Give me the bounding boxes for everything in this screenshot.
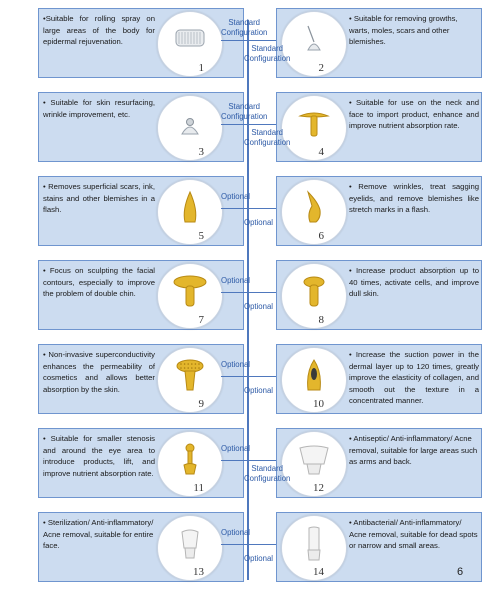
accessory-description: • Remove wrinkles, treat sagging eyelids, and remove blemishes like stretch marks in a flash.	[349, 182, 479, 215]
accessory-image	[281, 263, 347, 329]
label-line-1: Optional	[221, 444, 251, 453]
optional-label	[244, 302, 273, 312]
optional-label	[244, 554, 273, 564]
accessory-description: • Suitable for smaller stenosis and around the eye area to introduce products, lift, and improve nutrient absorption rate.	[43, 434, 155, 478]
accessory-number: 11	[193, 482, 204, 494]
accessory-image	[157, 347, 223, 413]
label-line-1: Standard	[228, 102, 261, 111]
standard-configuration-label	[221, 18, 267, 38]
accessory-card	[38, 8, 244, 78]
accessory-card	[38, 92, 244, 162]
accessory-image	[281, 179, 347, 245]
accessory-image	[157, 179, 223, 245]
label-line-2: Configuration	[221, 112, 268, 121]
label-line-1: Optional	[244, 218, 274, 227]
accessory-description: • Antiseptic/ Anti-inflammatory/ Acne removal, suitable for large areas such as arms and back.	[349, 434, 478, 467]
label-line-1: Standard	[251, 464, 284, 473]
accessory-number: 1	[198, 62, 204, 74]
accessory-description: • Sterilization/ Anti-inflammatory/ Acne removal, suitable for entire face.	[43, 518, 154, 551]
accessory-image	[157, 263, 223, 329]
accessory-card	[38, 260, 244, 330]
accessory-card	[38, 176, 244, 246]
accessory-description: • Focus on sculpting the facial contours, especially to improve the problem of double chin.	[43, 266, 155, 299]
accessory-description: • Suitable for removing growths, warts, moles, scars and other blemishes.	[349, 14, 458, 47]
connector-right	[248, 376, 276, 377]
accessory-card	[276, 344, 482, 414]
connector-right	[248, 124, 276, 125]
accessory-image	[281, 347, 347, 413]
standard-configuration-label	[244, 464, 290, 484]
connector-right	[248, 544, 276, 545]
label-line-1: Standard	[251, 44, 284, 53]
optional-label	[221, 360, 250, 370]
accessory-number: 4	[318, 146, 324, 158]
accessory-number: 6	[318, 230, 324, 242]
connector-left	[221, 544, 248, 545]
accessory-number: 9	[198, 398, 204, 410]
optional-label	[244, 218, 273, 228]
accessory-number: 7	[198, 314, 204, 326]
label-line-1: Standard	[228, 18, 261, 27]
optional-label	[221, 444, 250, 454]
optional-label	[221, 192, 250, 202]
label-line-1: Optional	[244, 554, 274, 563]
label-line-1: Optional	[221, 276, 251, 285]
accessory-description: • Suitable for use on the neck and face to import product, enhance and improve nutrient absorption rate.	[349, 98, 479, 131]
accessory-card	[276, 428, 482, 498]
connector-left	[221, 40, 248, 41]
accessory-image	[281, 95, 347, 161]
accessory-description: • Suitable for skin resurfacing, wrinkle improvement, etc.	[43, 98, 155, 119]
accessory-card	[276, 176, 482, 246]
accessory-card	[38, 512, 244, 582]
accessory-description: • Removes superficial scars, ink, stains and other blemishes in a flash.	[43, 182, 155, 215]
accessory-number: 3	[198, 146, 204, 158]
accessory-description: • Increase product absorption up to 40 times, activate cells, and improve dull skin.	[349, 266, 479, 299]
accessory-card	[276, 8, 482, 78]
label-line-1: Optional	[244, 302, 274, 311]
accessory-number: 8	[318, 314, 324, 326]
label-line-2: Configuration	[244, 474, 291, 483]
label-line-2: Configuration	[221, 28, 268, 37]
accessory-card	[276, 260, 482, 330]
accessory-number: 5	[198, 230, 204, 242]
standard-configuration-label	[244, 128, 290, 148]
accessory-image	[157, 431, 223, 497]
connector-left	[221, 460, 248, 461]
accessory-card	[276, 512, 482, 582]
label-line-2: Configuration	[244, 54, 291, 63]
accessory-number: 13	[193, 566, 204, 578]
connector-left	[221, 292, 248, 293]
optional-label	[221, 276, 250, 286]
accessory-card	[276, 92, 482, 162]
accessory-image	[157, 11, 223, 77]
accessory-image	[281, 11, 347, 77]
connector-left	[221, 376, 248, 377]
accessory-number: 14	[313, 566, 324, 578]
accessory-card	[38, 428, 244, 498]
connector-left	[221, 208, 248, 209]
label-line-1: Optional	[221, 192, 251, 201]
connector-right	[248, 208, 276, 209]
label-line-2: Configuration	[244, 138, 291, 147]
standard-configuration-label	[244, 44, 290, 64]
accessory-number: 12	[313, 482, 324, 494]
accessory-number: 10	[313, 398, 324, 410]
accessory-image	[157, 95, 223, 161]
optional-label	[244, 386, 273, 396]
label-line-1: Optional	[244, 386, 274, 395]
connector-left	[221, 124, 248, 125]
accessory-description: • Antibacterial/ Anti-inflammatory/ Acne removal, suitable for dead spots or narrow and small areas.	[349, 518, 478, 551]
accessory-description: • Non-invasive superconductivity enhances the permeability of cosmetics and allows better absorption by the skin.	[43, 350, 155, 394]
label-line-1: Optional	[221, 360, 251, 369]
connector-right	[248, 460, 276, 461]
page-number: 6	[457, 566, 464, 578]
optional-label	[221, 528, 250, 538]
accessory-image	[157, 515, 223, 581]
connector-right	[248, 292, 276, 293]
connector-right	[248, 40, 276, 41]
accessory-image	[281, 431, 347, 497]
accessory-number: 2	[318, 62, 324, 74]
accessory-description: •Suitable for rolling spray on large areas of the body for epidermal rejuvenation.	[43, 14, 155, 47]
accessory-description: • Increase the suction power in the dermal layer up to 120 times, greatly improve the elasticity of collagen, and smooth out the texture in a concentrated manner.	[349, 350, 479, 406]
accessory-image	[281, 515, 347, 581]
label-line-1: Standard	[251, 128, 284, 137]
label-line-1: Optional	[221, 528, 251, 537]
standard-configuration-label	[221, 102, 267, 122]
accessory-card	[38, 344, 244, 414]
